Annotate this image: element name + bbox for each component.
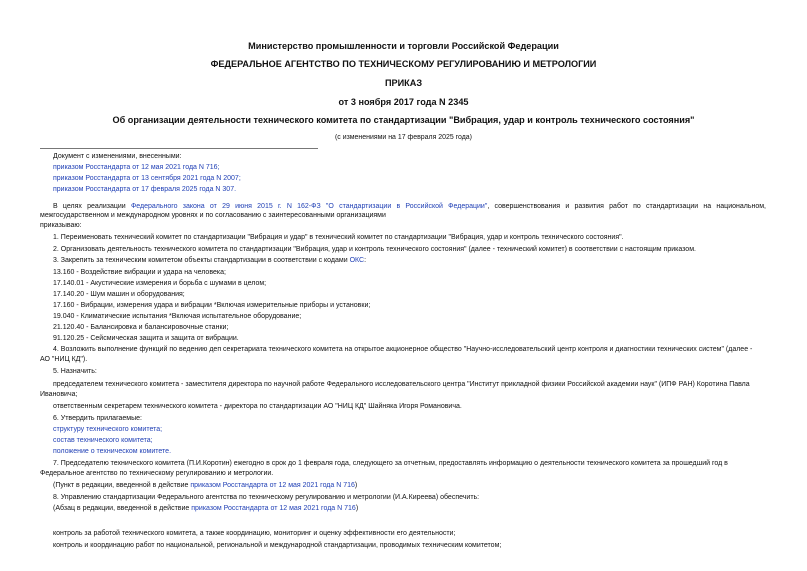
separator-line bbox=[40, 148, 318, 149]
paragraph-3-text: 3. Закрепить за техническим комитетом объекты стандартизации в соответствии с кодами bbox=[53, 257, 350, 264]
revision-note-8 bbox=[53, 504, 358, 513]
amendment-link[interactable]: приказом Росстандарта от 17 февраля 2025 года N 307. bbox=[53, 186, 237, 193]
chairman-line-2: Ивановича; bbox=[40, 391, 78, 398]
amendment-link[interactable]: приказом Росстандарта от 12 мая 2021 года N 716; bbox=[53, 164, 220, 171]
amendment-link[interactable]: приказом Росстандарта от 13 сентября 2021 года N 2007; bbox=[53, 175, 241, 182]
paragraph-6: 6. Утвердить прилагаемые: bbox=[53, 415, 142, 422]
paragraph-5: 5. Назначить: bbox=[53, 368, 97, 375]
oks-code-item: 19.040 - Климатические испытания *Включая испытательное оборудование; bbox=[53, 313, 302, 320]
document-date-number: от 3 ноября 2017 года N 2345 bbox=[338, 97, 469, 107]
oks-code-item: 91.120.25 - Сейсмическая защита и защита от вибрации. bbox=[53, 335, 239, 342]
preamble-text: , совершенствования и развития работ по стандартизации на национальном, bbox=[487, 203, 766, 210]
paragraph-8-item: контроль и координацию работ по национальной, региональной и международной стандартизации, проводимых техническим комитетом; bbox=[53, 542, 502, 549]
revision-note: (с изменениями на 17 февраля 2025 года) bbox=[334, 134, 473, 141]
federal-law-link[interactable]: Федерального закона от 29 июня 2015 г. N 162-ФЗ "О стандартизации в Российской Федерации" bbox=[130, 203, 488, 210]
paragraph-7-line-1: 7. Председателю технического комитета (П.И.Коротин) ежегодно в срок до 1 февраля года, следующего за отчетным, предоставлять информацию о деятельности технического комитета за прошедший год в bbox=[53, 460, 728, 467]
order-716-link[interactable]: приказом Росстандарта от 12 мая 2021 года N 716 bbox=[190, 482, 355, 489]
paragraph-3 bbox=[53, 256, 366, 265]
oks-code-item: 17.140.01 - Акустические измерения и борьба с шумами в целом; bbox=[53, 280, 267, 287]
paragraph-1: 1. Переименовать технический комитет по стандартизации "Вибрация и удар" в технический комитет по стандартизации "Вибрация, удар и контроль технического состояния". bbox=[53, 234, 624, 241]
secretary-line: ответственным секретарем технического комитета - директора по стандартизации АО "НИЦ КД" Шайняка Игоря Романовича. bbox=[53, 403, 462, 410]
paragraph-8: 8. Управлению стандартизации Федерального агентства по техническому регулированию и метрологии (И.А.Киреева) обеспечить: bbox=[53, 494, 480, 501]
chairman-line-1: председателем технического комитета - заместителя директора по научной работе Федерального исследовательского центра "Институт прикладной физики Российской академии наук" (ИПФ РАН) Коротина Павла bbox=[53, 381, 750, 388]
oks-code-item: 21.120.40 - Балансировка и балансировочные станки; bbox=[53, 324, 229, 331]
oks-code-item: 17.160 - Вибрации, измерения удара и вибрации *Включая измерительные приборы и установки; bbox=[53, 302, 371, 309]
amendments-intro: Документ с изменениями, внесенными: bbox=[53, 153, 182, 160]
note-text: (Абзац в редакции, введенной в действие bbox=[53, 505, 192, 512]
preamble-line-3: приказываю: bbox=[40, 222, 82, 229]
paragraph-7-line-2: Федеральное агентство по техническому регулированию и метрологии. bbox=[40, 470, 274, 477]
note-text: ) bbox=[354, 482, 358, 489]
regulation-link[interactable]: положение о техническом комитете. bbox=[53, 448, 172, 455]
note-text: ) bbox=[355, 505, 359, 512]
paragraph-2: 2. Организовать деятельность технического комитета по стандартизации "Вибрация, удар и контроль технического состояния" (далее - технический комитет) в соответствии с настоящим приказом. bbox=[53, 246, 696, 253]
document-title: Об организации деятельности технического комитета по стандартизации "Вибрация, удар и контроль технического состояния" bbox=[112, 115, 695, 125]
preamble-line-1 bbox=[53, 202, 766, 211]
paragraph-4-line-1: 4. Возложить выполнение функций по ведению деп секретариата технического комитета на открытое акционерное общество "Научно-исследовательский центр контроля и диагностики технических систем" (далее - bbox=[53, 346, 753, 353]
paragraph-3-colon: : bbox=[364, 257, 367, 264]
structure-link[interactable]: структуру технического комитета; bbox=[53, 426, 163, 433]
preamble-line-2: межгосударственном и международном уровнях и по согласованию с заинтересованными организациями bbox=[40, 212, 386, 219]
note-text: (Пункт в редакции, введенной в действие bbox=[53, 482, 191, 489]
paragraph-8-item: контроль за работой технического комитета, а также координацию, мониторинг и оценку эффективности его деятельности; bbox=[53, 530, 456, 537]
order-716-link[interactable]: приказом Росстандарта от 12 мая 2021 года N 716 bbox=[191, 505, 356, 512]
revision-note-7 bbox=[53, 481, 357, 490]
ministry-name: Министерство промышленности и торговли Российской Федерации bbox=[248, 41, 559, 51]
document-type: ПРИКАЗ bbox=[384, 78, 423, 88]
oks-code-item: 13.160 - Воздействие вибрации и удара на человека; bbox=[53, 269, 226, 276]
preamble-text: В целях реализации bbox=[53, 203, 126, 210]
paragraph-4-line-2: АО "НИЦ КД"). bbox=[40, 356, 88, 363]
agency-name: ФЕДЕРАЛЬНОЕ АГЕНТСТВО ПО ТЕХНИЧЕСКОМУ РЕГУЛИРОВАНИЮ И МЕТРОЛОГИИ bbox=[210, 59, 597, 69]
oks-code-item: 17.140.20 - Шум машин и оборудования; bbox=[53, 291, 185, 298]
composition-link[interactable]: состав технического комитета; bbox=[53, 437, 153, 444]
oks-link[interactable]: ОКС bbox=[349, 257, 365, 264]
